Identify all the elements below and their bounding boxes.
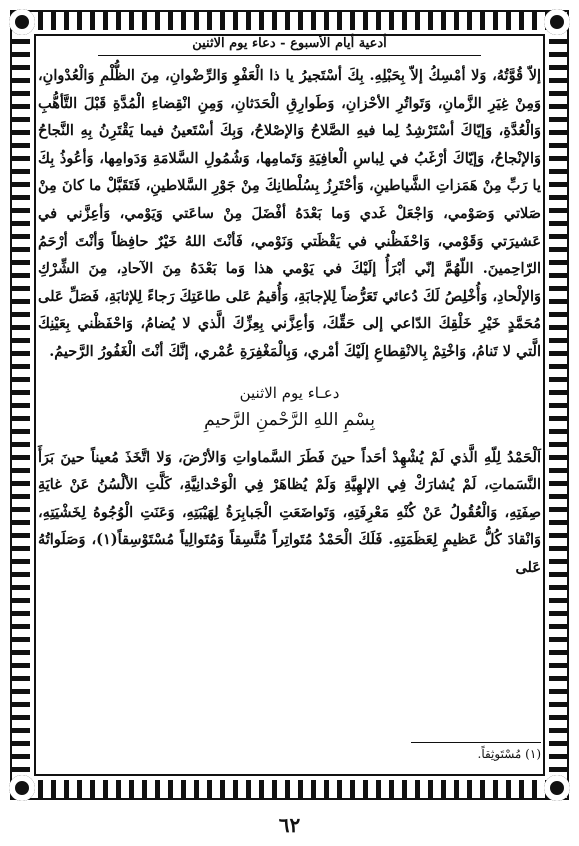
corner-ornament-top-right bbox=[544, 9, 570, 35]
section-title: دعـاء يوم الاثنين bbox=[239, 383, 340, 402]
prayer-text-bottom: اَلْحَمْدُ لِلّهِ الَّذي لَمْ يُشْهِدْ أحَداً حينَ فَطَرَ السَّماواتِ وَالأرْضَ، وَلا اتَّخَذَ مُعيناً حينَ بَرَأَ النَّسَماتِ، لَمْ يُشارَكْ فِي الإلهِيَّةِ وَلَمْ يُظاهَرْ فِي الْوَحْدانِيَّةِ، كَلَّتِ الألْسُنُ عَنْ غايَةِ صِفَتِهِ، وَالْعُقُولُ عَنْ كُنْهِ مَعْرِفَتِهِ، وَتَواضَعَتِ الْجَبابِرَةُ لِهَيْبَتِهِ، وَعَنَتِ الْوُجُوهُ لِخَشْيَتِهِ، وَانْقادَ كُلُّ عَظيمٍ لِعَظَمَتِهِ. فَلَكَ الْحَمْدُ مُتَواتِراً مُتَّسِقاً وَمُتَوالِياً مُسْتَوْسِقاً(١)، وَصَلَواتُهُ عَلى bbox=[38, 448, 541, 576]
footnote: (١) مُسْتَوثِقاً. bbox=[477, 747, 541, 761]
footnote-divider bbox=[411, 742, 541, 743]
corner-ornament-bottom-right bbox=[544, 775, 570, 801]
page-number: ٦٢ bbox=[278, 813, 301, 837]
prayer-text-top: إلاّ قُوَّتُهُ، وَلا أمْسِكُ إلاّ بِحَبْلِهِ. بِكَ أسْتَجيرُ يا ذا الْعَفْوِ وَالرِّضْوانِ، مِنَ الظُّلْمِ وَالْعُدْوانِ، وَمِنْ غِيَرِ الزَّمانِ، وَتَواتُرِ الأحْزانِ، وَطَوارِقِ الْحَدَثانِ، وَمِنِ انْقِضاءِ الْمُدَّةِ قَبْلَ التَّأهُّبِ وَالْعُدَّةِ، وَإيّاكَ أسْتَرْشِدُ لِما فيهِ الصَّلاحُ وَالإصْلاحُ، وَبِكَ أسْتَعينُ فيما يَقْتَرِنُ بِهِ النَّجاحُ وَالإنْجاحُ، وَإيّاكَ أرْغَبُ في لِباسِ الْعافِيَةِ وَتَمامِها، وَشُمُولِ السَّلامَةِ وَدَوامِها، وَأعُوذُ بِكَ يا رَبِّ مِنْ هَمَزاتِ الشَّياطينِ، وَأحْتَرِزُ بِسُلْطانِكَ مِنْ جَوْرِ السَّلاطينِ، فَتَقَبَّلْ ما كانَ مِنْ صَلاتي وَصَوْمي، وَاجْعَلْ غَدي وَما بَعْدَهُ أفْضَلَ مِنْ ساعَتي وَيَوْمي، وَأعِزَّني في عَشيرَتي وَقَوْمي، وَاحْفَظْني في يَقْظَتي وَنَوْمي، فَأنْتَ اللهُ خَيْرٌ حافِظاً وَأنْتَ أرْحَمُ الرّاحِمينَ. اللّهُمَّ إنّي أبْرَأُ إلَيْكَ في يَوْمي هذا وَما بَعْدَهُ مِنَ الآحادِ، مِنَ الشِّرْكِ وَالإلْحادِ، وَأُخْلِصُ لَكَ دُعائي تَعَرُّضاً لِلإجابَةِ، وَأُقيمُ عَلى طاعَتِكَ رَجاءً لِلإثابَةِ، فَصَلِّ عَلى مُحَمَّدٍ خَيْرِ خَلْقِكَ الدّاعي إلى حَقِّكَ، وَأعِزَّني بِعِزِّكَ الَّذي لا يُضامُ، وَاحْفَظْني بِعَيْنِكَ الَّتي لا تَنامُ، وَاخْتِمْ بِالانْقِطاعِ إلَيْكَ أمْري، وَبِالْمَغْفِرَةِ عُمْري، إنَّكَ أنْتَ الْغَفُورُ الرَّحيمُ. bbox=[38, 67, 541, 360]
corner-ornament-top-left bbox=[9, 9, 35, 35]
basmala: بِسْمِ اللهِ الرَّحْمنِ الرَّحيمِ bbox=[204, 409, 375, 430]
page-content bbox=[38, 36, 541, 766]
running-header: أدعية أيام الأسبوع - دعاء يوم الاثنين bbox=[98, 36, 481, 56]
corner-ornament-bottom-left bbox=[9, 775, 35, 801]
footnote-area bbox=[38, 742, 541, 761]
